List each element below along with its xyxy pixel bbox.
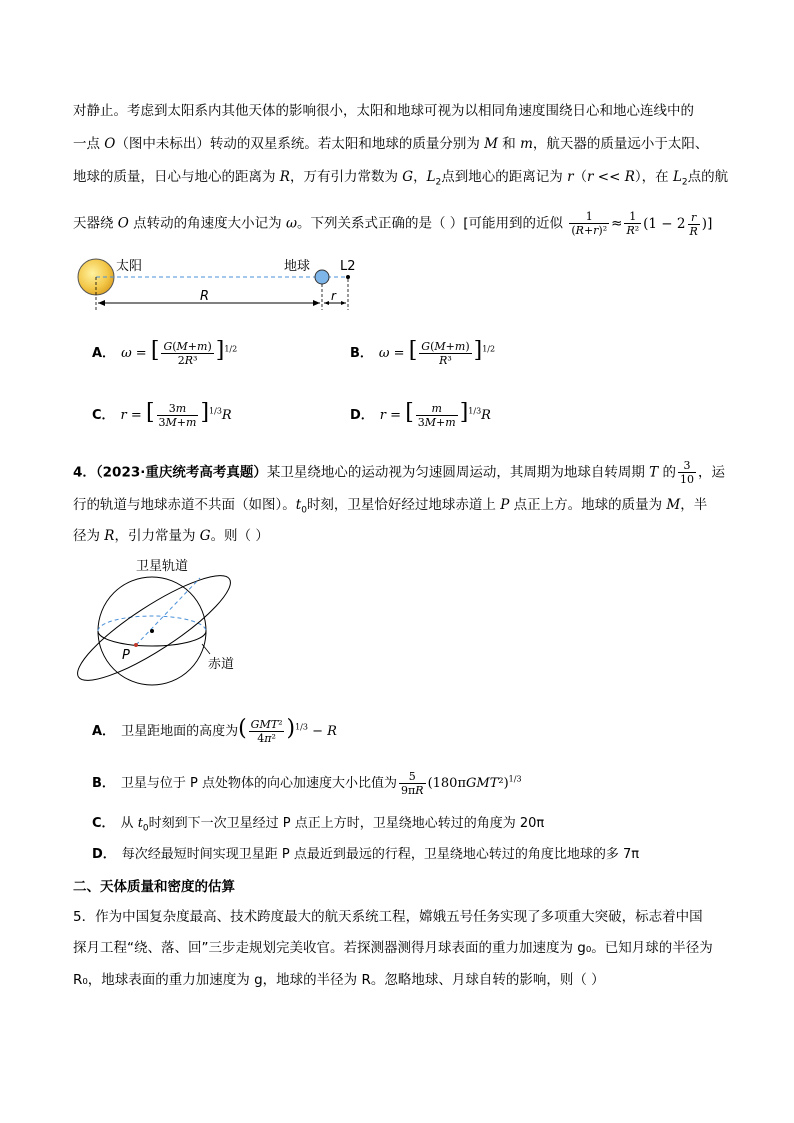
- approx-formula-lhs: $\frac{1}{\text{(R+r)²}}$: [571, 210, 608, 237]
- q4-option-c[interactable]: C． 从 $t_0$时刻到下一次卫星经过 P 点正上方时，卫星绕地心转过的角度为 20π: [92, 816, 545, 834]
- q4-option-d[interactable]: D． 每次经最短时间实现卫星距 P 点最近到最远的行程，卫星绕地心转过的角度比地球的多 7π: [92, 847, 640, 862]
- approx-formula-rhs: $\frac{1}{\text{R²}}$: [626, 210, 640, 237]
- earth-icon: [315, 270, 329, 284]
- q3-option-a[interactable]: A． ω = [ $\frac{G(M+m)}{\text{2R³}}$ ]$^{1/2}$: [92, 338, 238, 367]
- l2-label: L2: [340, 259, 356, 274]
- q4-option-a[interactable]: A． 卫星距地面的高度为( $\frac{\text{GMT²}}{\text{4π²}}$ )$^{1/3}$ − R: [92, 716, 337, 745]
- earth-label: 地球: [284, 259, 311, 274]
- satellite-orbit-diagram: [70, 556, 250, 696]
- q4-line2: 行的轨道与地球赤道不共面（如图）。$t_0$时刻，卫星恰好经过地球赤道上 P 点正上方。地球的质量为 M，半: [73, 497, 708, 516]
- equator-label: 赤道: [208, 657, 235, 672]
- q5-line1: 5．作为中国复杂度最高、技术跨度最大的航天系统工程，嫦娥五号任务实现了多项重大突破，标志着中国: [73, 909, 703, 925]
- p-label: P: [122, 648, 130, 663]
- orbit-label: 卫星轨道: [136, 559, 189, 574]
- q3-line2: 一点 O（图中未标出）转动的双星系统。若太阳和地球的质量分别为 M 和 m，航天器的质量远小于太阳、: [73, 136, 709, 152]
- sun-label: 太阳: [116, 259, 143, 274]
- q3-option-d[interactable]: D． r = [ $\frac{m}{3M+m}$ ]$^{1/3}$R: [350, 400, 491, 429]
- R-label: R: [200, 289, 210, 304]
- q3-line3: 地球的质量，日心与地心的距离为 R，万有引力常数为 G，$L_2$点到地心的距离记为 r（r << R），在 $L_2$点的航: [73, 169, 729, 188]
- q4-option-b[interactable]: B． 卫星与位于 P 点处物体的向心加速度大小比值为 $\frac{5}{9\pi R}$ $(180\pi GMT^2)^{1/3}$: [92, 770, 522, 797]
- l2-point: [346, 275, 350, 279]
- r-label: r: [331, 289, 336, 303]
- q5-line3: R₀，地球表面的重力加速度为 g，地球的半径为 R。忽略地球、月球自转的影响，则（ ）: [73, 972, 605, 988]
- sun-earth-l2-diagram: [72, 252, 372, 314]
- q3-option-c[interactable]: C． r = [ $\frac{3m}{3M+m}$ ]$^{1/3}$R: [92, 400, 232, 429]
- q3-option-b[interactable]: B． ω = [ $\frac{G(M+m)}{\text{R³}}$ ]$^{1/2}$: [350, 338, 496, 367]
- point-p-marker: [134, 643, 138, 647]
- q5-line2: 探月工程“绕、落、回”三步走规划完美收官。若探测器测得月球表面的重力加速度为 g₀。已知月球的半径为: [73, 940, 713, 956]
- section-heading: 二、天体质量和密度的估算: [73, 879, 235, 895]
- q4-line1: 4．（2023·重庆统考高考真题）某卫星绕地心的运动视为匀速圆周运动，其周期为地球自转周期 T 的 $\frac{3}{10}$ ，运: [73, 459, 725, 486]
- q3-line1: 对静止。考虑到太阳系内其他天体的影响很小，太阳和地球可视为以相同角速度围绕日心和地心连线中的: [73, 103, 694, 119]
- q4-line3: 径为 R，引力常量为 G。则（ ）: [73, 528, 269, 544]
- q3-line4: 天器绕 O 点转动的角速度大小记为 ω。下列关系式正确的是（ ）[可能用到的近似 $\frac{1}{\text{(R+r)²}}$ ≈ $\frac{1}{\text{R²}}$ (1 − 2 $\frac{r}{R}$ )]: [73, 210, 713, 238]
